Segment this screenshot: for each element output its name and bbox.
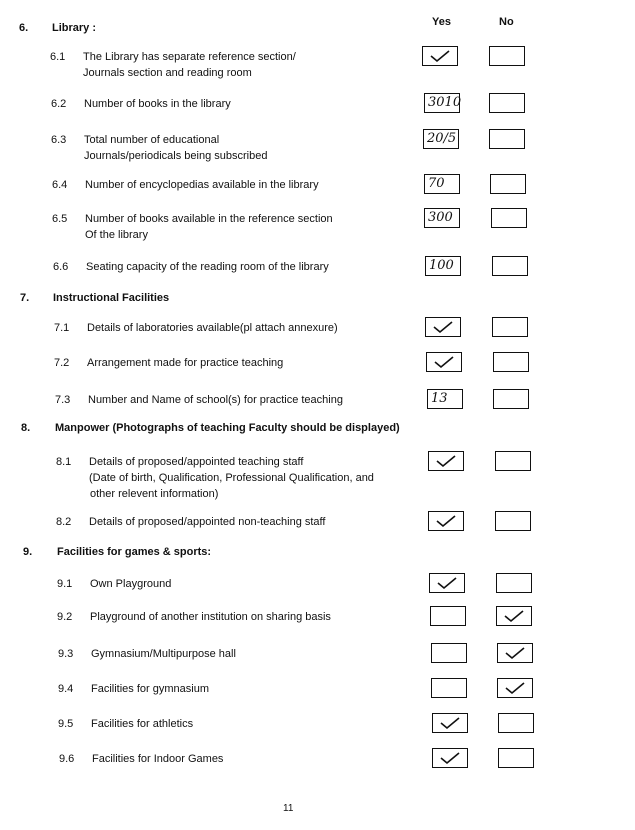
item-number: 7.1 bbox=[54, 322, 70, 334]
item-label: Facilities for Indoor Games bbox=[92, 753, 224, 765]
item-label: other relevent information) bbox=[90, 488, 219, 500]
checkmark-icon bbox=[435, 454, 457, 468]
item-label: Number of encyclopedias available in the library bbox=[85, 179, 319, 191]
checkmark-icon bbox=[503, 609, 525, 623]
item-label: Seating capacity of the reading room of the library bbox=[86, 261, 329, 273]
no-answer-box[interactable] bbox=[491, 208, 527, 228]
yes-answer-box[interactable] bbox=[424, 208, 460, 228]
section-title-instructional: Instructional Facilities bbox=[53, 292, 170, 304]
item-label: Facilities for gymnasium bbox=[91, 683, 209, 695]
item-number: 7.3 bbox=[55, 394, 71, 406]
yes-column-header: Yes bbox=[432, 16, 451, 28]
checkmark-icon bbox=[429, 49, 451, 63]
checkmark-icon bbox=[504, 681, 526, 695]
no-answer-box[interactable] bbox=[490, 174, 526, 194]
item-number: 8.2 bbox=[56, 516, 72, 528]
yes-answer-box[interactable] bbox=[424, 93, 460, 113]
section-title-library: Library : bbox=[52, 22, 97, 34]
item-label: Details of proposed/appointed non-teaching staff bbox=[89, 516, 326, 528]
section-title-games: Facilities for games & sports: bbox=[57, 546, 212, 558]
item-label: Details of proposed/appointed teaching staff bbox=[89, 456, 304, 468]
yes-answer-box[interactable] bbox=[426, 352, 462, 372]
no-answer-box[interactable] bbox=[495, 511, 531, 531]
yes-answer-box[interactable] bbox=[425, 256, 461, 276]
section-number: 7. bbox=[20, 292, 30, 304]
yes-answer-box[interactable] bbox=[428, 451, 464, 471]
handwritten-value: 20/5 bbox=[427, 131, 457, 146]
item-label: Number of books in the library bbox=[84, 98, 231, 110]
yes-answer-box[interactable] bbox=[422, 46, 458, 66]
checkmark-icon bbox=[435, 514, 457, 528]
no-answer-box[interactable] bbox=[489, 93, 525, 113]
no-answer-box[interactable] bbox=[498, 748, 534, 768]
item-label: Journals/periodicals being subscribed bbox=[84, 150, 268, 162]
no-answer-box[interactable] bbox=[489, 129, 525, 149]
checkmark-icon bbox=[439, 716, 461, 730]
no-answer-box[interactable] bbox=[497, 678, 533, 698]
item-label: (Date of birth, Qualification, Professional Qualification, and bbox=[89, 472, 374, 484]
item-number: 7.2 bbox=[54, 357, 70, 369]
item-label: Own Playground bbox=[90, 578, 172, 590]
yes-answer-box[interactable] bbox=[423, 129, 459, 149]
handwritten-value: 3010 bbox=[428, 95, 462, 110]
yes-answer-box[interactable] bbox=[428, 511, 464, 531]
item-label: Facilities for athletics bbox=[91, 718, 194, 730]
item-number: 9.3 bbox=[58, 648, 74, 660]
no-answer-box[interactable] bbox=[493, 352, 529, 372]
handwritten-value: 300 bbox=[428, 210, 453, 225]
item-number: 6.6 bbox=[53, 261, 69, 273]
no-answer-box[interactable] bbox=[498, 713, 534, 733]
section-number: 8. bbox=[21, 422, 31, 434]
no-answer-box[interactable] bbox=[492, 256, 528, 276]
item-label: Gymnasium/Multipurpose hall bbox=[91, 648, 236, 660]
handwritten-value: 100 bbox=[429, 258, 454, 273]
yes-answer-box[interactable] bbox=[429, 573, 465, 593]
item-number: 9.4 bbox=[58, 683, 74, 695]
item-label: Number of books available in the reference section bbox=[85, 213, 333, 225]
no-answer-box[interactable] bbox=[495, 451, 531, 471]
item-label: The Library has separate reference section/ bbox=[83, 51, 296, 63]
item-number: 6.2 bbox=[51, 98, 67, 110]
checkmark-icon bbox=[439, 751, 461, 765]
item-number: 9.2 bbox=[57, 611, 73, 623]
item-number: 9.1 bbox=[57, 578, 73, 590]
item-number: 6.5 bbox=[52, 213, 68, 225]
no-answer-box[interactable] bbox=[489, 46, 525, 66]
item-number: 9.6 bbox=[59, 753, 75, 765]
item-label: Playground of another institution on sharing basis bbox=[90, 611, 331, 623]
item-label: Of the library bbox=[85, 229, 148, 241]
handwritten-value: 13 bbox=[431, 391, 448, 406]
yes-answer-box[interactable] bbox=[431, 643, 467, 663]
item-label: Arrangement made for practice teaching bbox=[87, 357, 284, 369]
checkmark-icon bbox=[436, 576, 458, 590]
section-number: 6. bbox=[19, 22, 29, 34]
handwritten-value: 70 bbox=[428, 176, 445, 191]
item-label: Total number of educational bbox=[84, 134, 220, 146]
yes-answer-box[interactable] bbox=[427, 389, 463, 409]
yes-answer-box[interactable] bbox=[431, 678, 467, 698]
yes-answer-box[interactable] bbox=[424, 174, 460, 194]
item-number: 6.4 bbox=[52, 179, 68, 191]
no-answer-box[interactable] bbox=[493, 389, 529, 409]
item-number: 9.5 bbox=[58, 718, 74, 730]
section-number: 9. bbox=[23, 546, 33, 558]
no-answer-box[interactable] bbox=[497, 643, 533, 663]
no-answer-box[interactable] bbox=[496, 606, 532, 626]
item-number: 8.1 bbox=[56, 456, 72, 468]
item-label: Details of laboratories available(pl attach annexure) bbox=[87, 322, 338, 334]
item-label: Journals section and reading room bbox=[83, 67, 252, 79]
no-column-header: No bbox=[499, 16, 514, 28]
item-number: 6.3 bbox=[51, 134, 67, 146]
no-answer-box[interactable] bbox=[492, 317, 528, 337]
yes-answer-box[interactable] bbox=[425, 317, 461, 337]
yes-answer-box[interactable] bbox=[432, 748, 468, 768]
checkmark-icon bbox=[432, 320, 454, 334]
page-number: 11 bbox=[283, 803, 294, 814]
item-label: Number and Name of school(s) for practice teaching bbox=[88, 394, 343, 406]
yes-answer-box[interactable] bbox=[430, 606, 466, 626]
checkmark-icon bbox=[433, 355, 455, 369]
section-title-manpower: Manpower (Photographs of teaching Faculty should be displayed) bbox=[55, 422, 400, 434]
checkmark-icon bbox=[504, 646, 526, 660]
yes-answer-box[interactable] bbox=[432, 713, 468, 733]
no-answer-box[interactable] bbox=[496, 573, 532, 593]
item-number: 6.1 bbox=[50, 51, 66, 63]
